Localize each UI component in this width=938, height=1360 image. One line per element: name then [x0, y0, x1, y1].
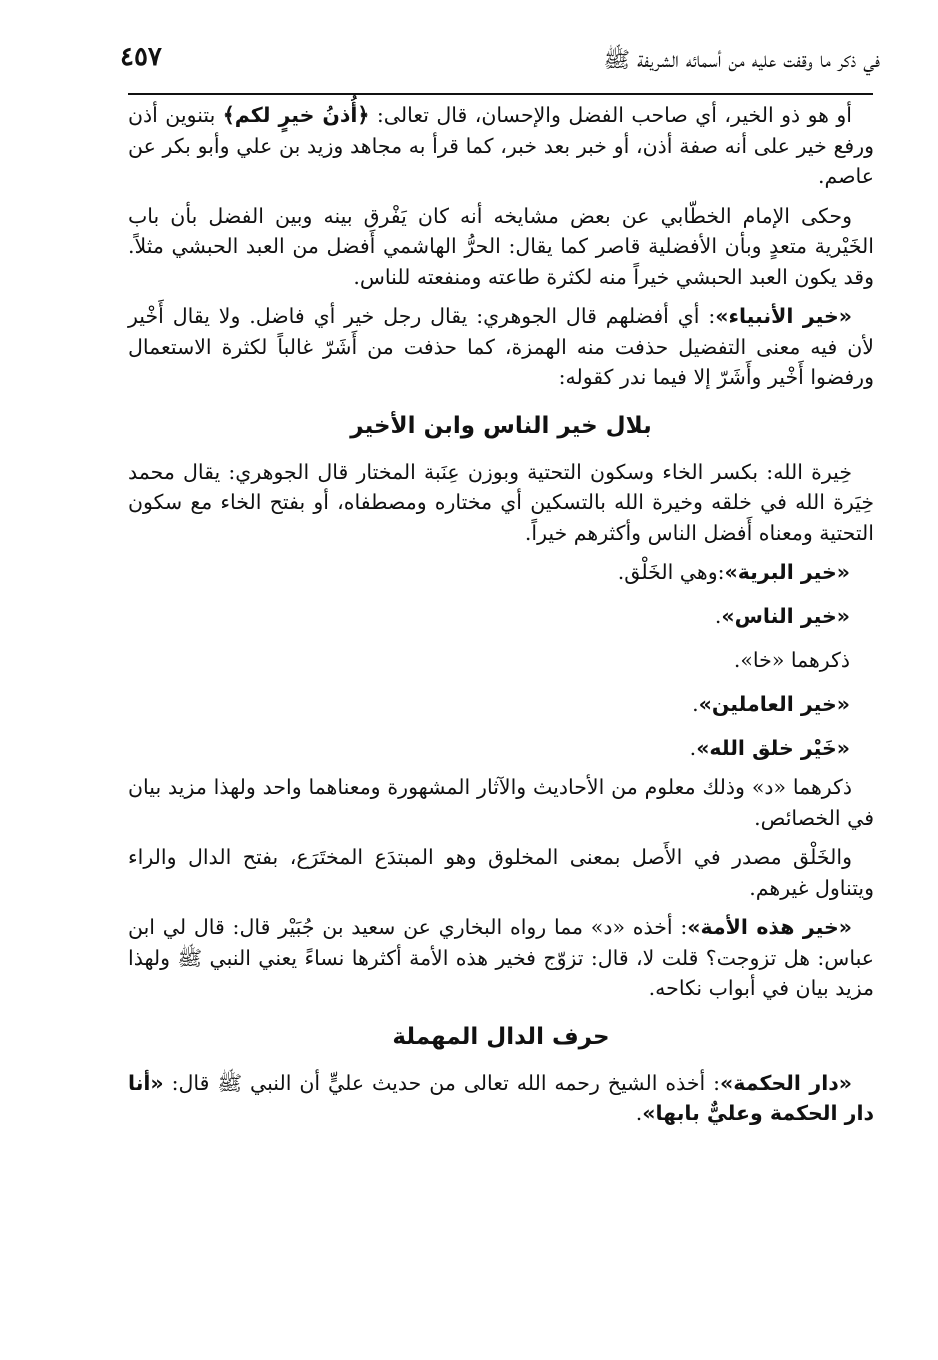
paragraph-dhakarahuma	[128, 772, 874, 833]
entry-khayr-al-amilin	[128, 684, 874, 724]
page-body	[128, 100, 874, 1138]
entry-term: «خير البرية»	[724, 560, 850, 584]
entry-khayr-al-nas	[128, 596, 874, 636]
entry-text: : أخذه «د» مما رواه البخاري عن سعيد بن جُبَيْر قال: قال لي ابن عباس: هل تزوجت؟ قلت لا، قال: تزوّج فخير هذه الأمة أكثرها نساءً يعني النبي ﷺ ولهذا مزيد بيان في أبواب نكاحه.	[128, 915, 874, 1000]
paragraph-text: ذكرهما «د» وذلك معلوم من الأحاديث والآثار المشهورة ومعناهما واحد ولهذا مزيد بيان في الخصائص.	[128, 775, 874, 830]
entry-text: .	[714, 604, 722, 628]
paragraph-text: والخَلْق مصدر في الأَصل بمعنى المخلوق وهو المبتدَع المختَرَع، بفتح الدال والراء ويتناول غيرهم.	[128, 845, 874, 900]
entry-term: «دار الحكمة»	[720, 1070, 852, 1095]
entry-text: .	[692, 692, 699, 716]
entry-text: ذكرهما «خا».	[733, 648, 850, 672]
hadith-quote: «أنا دار الحكمة وعليٌّ بابها»	[128, 1070, 874, 1125]
verse-line: بلال خير الناس وابن الأخير	[350, 412, 652, 439]
paragraph-text: وحكى الإمام الخطّابي عن بعض مشايخه أنه كان يَفْرق بينه وبين الفضل بأن باب الخَيْرية متعدٍ وبأن الأفضلية قاصر كما يقال: الحرُّ الهاشمي أَفضل من العبد الحبشي مثلاً. وقد يكون العبد الحبشي خيراً منه لكثرة طاعته ومنفعته للناس.	[128, 203, 874, 289]
entry-text: : أي أفضلهم قال الجوهري: يقال رجل خير أي فاضل. ولا يقال أَخْير لأن فيه معنى التفضيل حذفت منه الهمزة، كما حذفت من أَشَرّ غالباً لكثرة الاستعمال ورفضوا أَخْير وأَشَرّ إلا فيما ندر كقوله:	[128, 304, 874, 389]
paragraph-al-khalq	[128, 842, 874, 903]
quran-quote: ﴿أُذنُ خيرٍ لكم﴾	[222, 103, 370, 127]
entry-source-note	[128, 640, 874, 680]
paragraph-khiyrat-allah	[128, 457, 874, 549]
entry-khayr-al-bariyya	[128, 552, 874, 592]
paragraph-text: خِيرة الله: بكسر الخاء وسكون التحتية وبوزن عِنَبة المختار قال الجوهري: يقال محمد خِيَرة الله في خلقه وخيرة الله بالتسكين أي مختاره ومصطفاه، أو بفتح الخاء مع سكون التحتية ومعناه أَفضل الناس وأكثرهم خيراً.	[128, 459, 874, 545]
entry-text: : أخذه الشيخ رحمه الله تعالى من حديث عليٍّ أن النبي ﷺ قال:	[163, 1070, 721, 1095]
entry-khayr-al-anbiya	[128, 301, 874, 393]
paragraph-dhu-al-khayr	[128, 100, 874, 192]
entry-term: «خير العاملين»	[698, 692, 850, 716]
paragraph-text: بتنوين أذن ورفع خير على أنه صفة أذن، أو خبر بعد خبر، كما قرأ به مجاهد وزيد بن علي وأبو بكر عن عاصم.	[128, 103, 874, 188]
entry-text: .	[689, 736, 697, 760]
entry-term: «خير الأنبياء»	[715, 304, 852, 328]
entry-dar-al-hikma	[128, 1068, 874, 1129]
entry-end: .	[635, 1101, 643, 1125]
entry-term: «خير هذه الأمة»	[687, 915, 852, 939]
paragraph-text: أو هو ذو الخير، أي صاحب الفضل والإحسان، قال تعالى:	[369, 103, 852, 127]
section-heading: حرف الدال المهملة	[392, 1023, 610, 1050]
header-divider	[128, 93, 873, 95]
page-number: ٤٥٧	[120, 42, 162, 72]
paragraph-khattabi	[128, 201, 874, 293]
entry-text: :وهي الخَلْق.	[617, 560, 725, 584]
entry-khayr-hadhihi-al-umma	[128, 912, 874, 1004]
page-header	[120, 40, 880, 90]
entry-term: «خير الناس»	[721, 604, 850, 628]
entry-khayr-khalq-allah	[128, 728, 874, 768]
entry-term: «خَيْر خلق الله»	[696, 736, 850, 760]
running-title: في ذكر ما وقفت عليه من أسمائه الشريفة ﷺ	[603, 48, 880, 73]
